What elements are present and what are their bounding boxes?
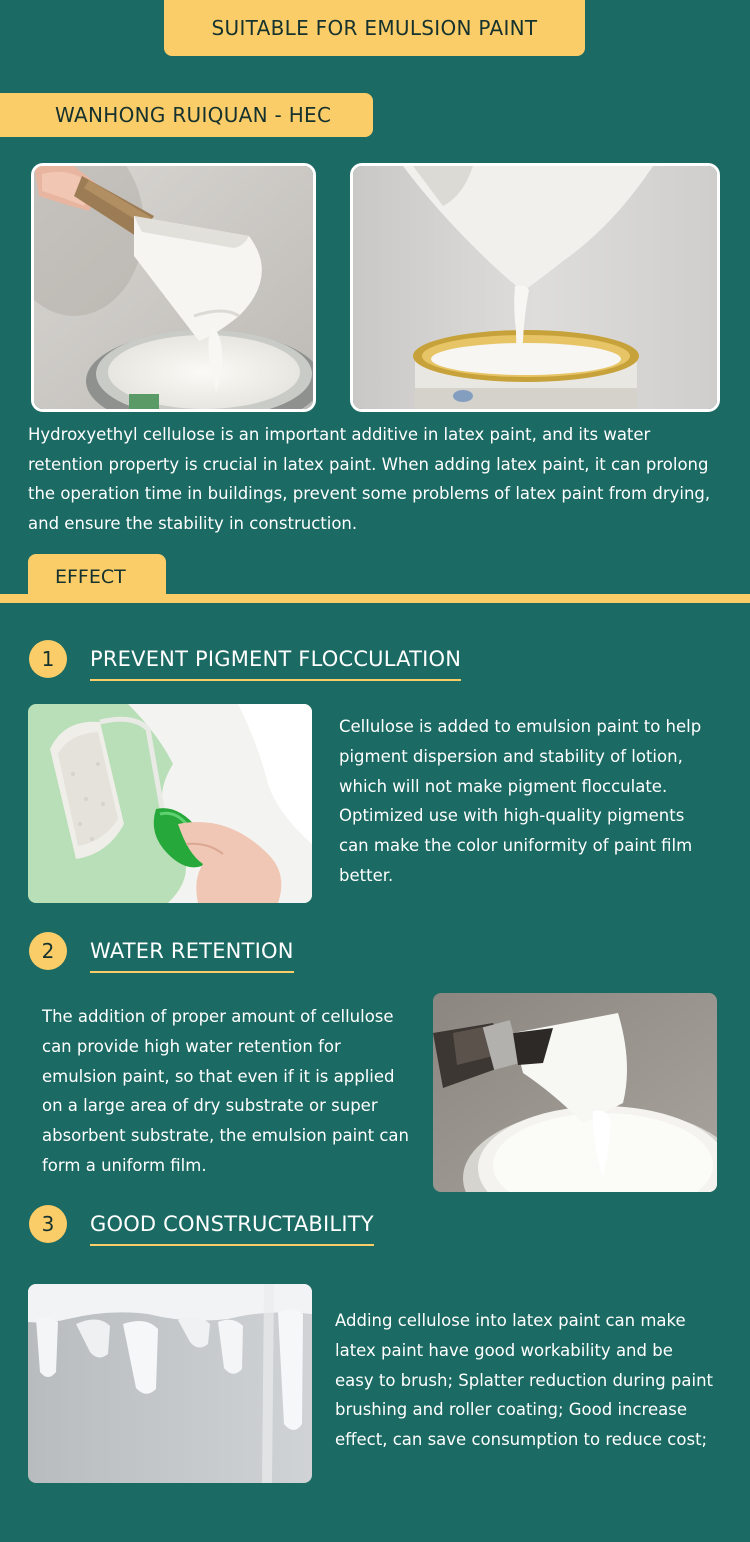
- item-2-number: 2: [41, 939, 55, 963]
- paint-drips-on-wall-image: [28, 1284, 312, 1483]
- intro-paragraph: Hydroxyethyl cellulose is an important additive in latex paint, and its water retention property is crucial in latex paint. When adding latex paint, it can prolong the operation time in buildings, prevent some problems of latex paint from drying, and ensure the stability in construction.: [28, 425, 711, 533]
- item-2-number-badge: [29, 932, 67, 970]
- item-2-heading: WATER RETENTION: [90, 936, 294, 973]
- item-1-description: Cellulose is added to emulsion paint to help pigment dispersion and stability of lotion, which will not make pigment flocculate. Optimized use with high-quality pigments can make the color uniformity of paint film better.: [339, 717, 702, 885]
- brand-tab: [0, 93, 373, 137]
- hero-photo-brush: [31, 163, 316, 412]
- item-2-description: The addition of proper amount of cellulose can provide high water retention for emulsion paint, so that even if it is applied on a large area of dry substrate or super absorbent substrate, the emulsion paint can form a uniform film.: [42, 1007, 410, 1175]
- hero-photo-pour: [350, 163, 720, 412]
- spatula-paint-bucket-image: [433, 993, 717, 1192]
- paint-pouring-into-can-image: [353, 166, 717, 409]
- item-3-number: 3: [41, 1212, 55, 1236]
- item-1-number-badge: [29, 640, 67, 678]
- item-3-number-badge: [29, 1205, 67, 1243]
- paint-roller-image: [28, 704, 312, 903]
- brand-label: WANHONG RUIQUAN - HEC: [55, 103, 332, 127]
- top-banner: [164, 0, 585, 56]
- item-3-description: Adding cellulose into latex paint can make latex paint have good workability and be easy to brush; Splatter reduction during paint brushing and roller coating; Good increase effect, can save consumption to reduce cost;: [335, 1311, 714, 1450]
- item-1-number: 1: [41, 647, 55, 671]
- effect-label: EFFECT: [55, 566, 126, 588]
- banner-title: SUITABLE FOR EMULSION PAINT: [211, 16, 538, 40]
- effect-tab: [28, 554, 166, 600]
- item-1-heading: PREVENT PIGMENT FLOCCULATION: [90, 644, 461, 681]
- brush-dripping-paint-image: [34, 166, 313, 409]
- item-2-photo: [433, 993, 717, 1192]
- item-3-photo: [28, 1284, 312, 1483]
- item-3-heading: GOOD CONSTRUCTABILITY: [90, 1209, 374, 1246]
- item-1-photo: [28, 704, 312, 903]
